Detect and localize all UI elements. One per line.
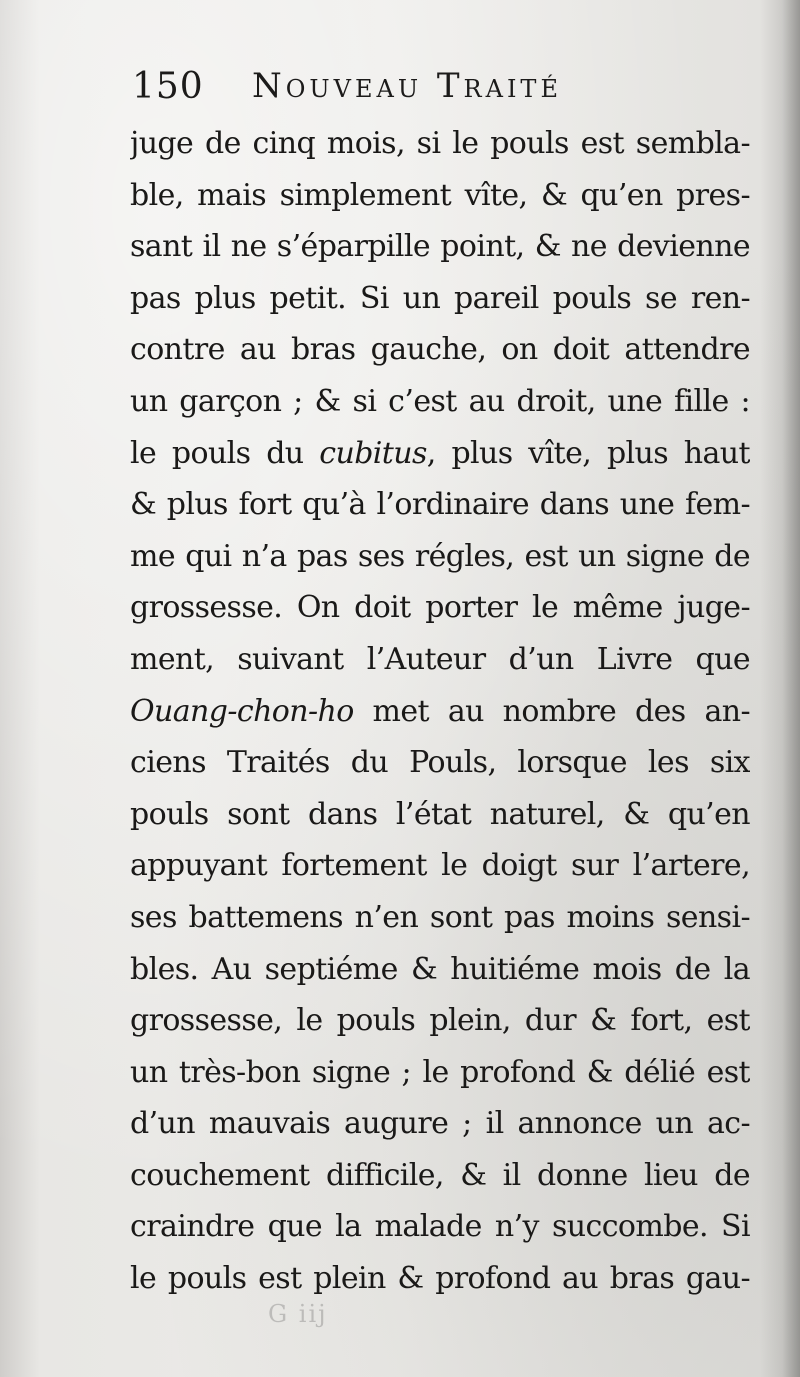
text-line-content: ciens Traités du Pouls, lorsque les six	[130, 745, 750, 781]
text-line-content: d’un mauvais augure ; il annonce un ac-	[130, 1106, 750, 1142]
text-line	[130, 273, 750, 325]
text-line-content: grossesse, le pouls plein, dur & fort, est	[130, 1003, 750, 1039]
text-line-content: grossesse. On doit porter le même juge-	[130, 590, 750, 626]
text-line-content: le pouls est plein & profond au bras gau-	[130, 1261, 750, 1297]
text-line	[130, 789, 750, 841]
text-line-content: craindre que la malade n’y succombe. Si	[130, 1209, 750, 1245]
text-line-content: un garçon ; & si c’est au droit, une fille :	[130, 383, 750, 419]
text-line	[130, 892, 750, 944]
text-line	[130, 1150, 750, 1202]
body-text	[130, 118, 750, 1305]
text-line-content: couchement difficile, & il donne lieu de	[130, 1157, 750, 1193]
running-head	[132, 62, 672, 110]
text-line-content: pas plus petit. Si un pareil pouls se ren-	[130, 280, 750, 316]
text-line	[130, 428, 750, 480]
text-line-content: appuyant fortement le doigt sur l’artere,	[130, 848, 750, 884]
text-line-content: ble, mais simplement vîte, & qu’en pres-	[130, 177, 750, 213]
text-line	[130, 1047, 750, 1099]
text-line-content: contre au bras gauche, on doit attendre	[130, 332, 750, 368]
text-line	[130, 118, 750, 170]
text-line	[130, 1098, 750, 1150]
text-line	[130, 840, 750, 892]
text-line	[130, 686, 750, 738]
page-gutter-shadow	[782, 0, 800, 1377]
text-line-content: ses battemens n’en sont pas moins sensi-	[130, 899, 750, 935]
text-line	[130, 1253, 750, 1305]
italic-term: cubitus	[319, 435, 427, 471]
text-line	[130, 324, 750, 376]
text-line	[130, 170, 750, 222]
text-line	[130, 221, 750, 273]
text-line-content: sant il ne s’éparpille point, & ne devienne	[130, 229, 750, 265]
page-number: 150	[132, 66, 204, 107]
text-line-content: me qui n’a pas ses régles, est un signe de	[130, 538, 750, 574]
text-line-content: pouls sont dans l’état naturel, & qu’en	[130, 796, 750, 832]
text-line-content: & plus fort qu’à l’ordinaire dans une fem-	[130, 487, 750, 523]
text-line	[130, 582, 750, 634]
text-line	[130, 376, 750, 428]
text-line	[130, 634, 750, 686]
text-line-after: met au nombre des an-	[353, 693, 750, 729]
running-title: Nouveau Traité	[252, 66, 562, 106]
signature-mark: G iij	[268, 1300, 328, 1328]
italic-term: Ouang-chon-ho	[130, 693, 354, 729]
text-line-content: juge de cinq mois, si le pouls est sembla-	[130, 126, 750, 161]
text-line-before: le pouls du	[130, 435, 320, 471]
text-line	[130, 995, 750, 1047]
text-line	[130, 479, 750, 531]
text-line-content: un très-bon signe ; le profond & délié est	[130, 1054, 750, 1090]
text-line	[130, 737, 750, 789]
text-line	[130, 944, 750, 996]
text-line	[130, 1201, 750, 1253]
text-line-after: , plus vîte, plus haut	[426, 435, 750, 471]
text-line	[130, 531, 750, 583]
text-line-content: bles. Au septiéme & huitiéme mois de la	[130, 951, 750, 987]
text-line-content: ment, suivant l’Auteur d’un Livre que	[130, 641, 750, 677]
